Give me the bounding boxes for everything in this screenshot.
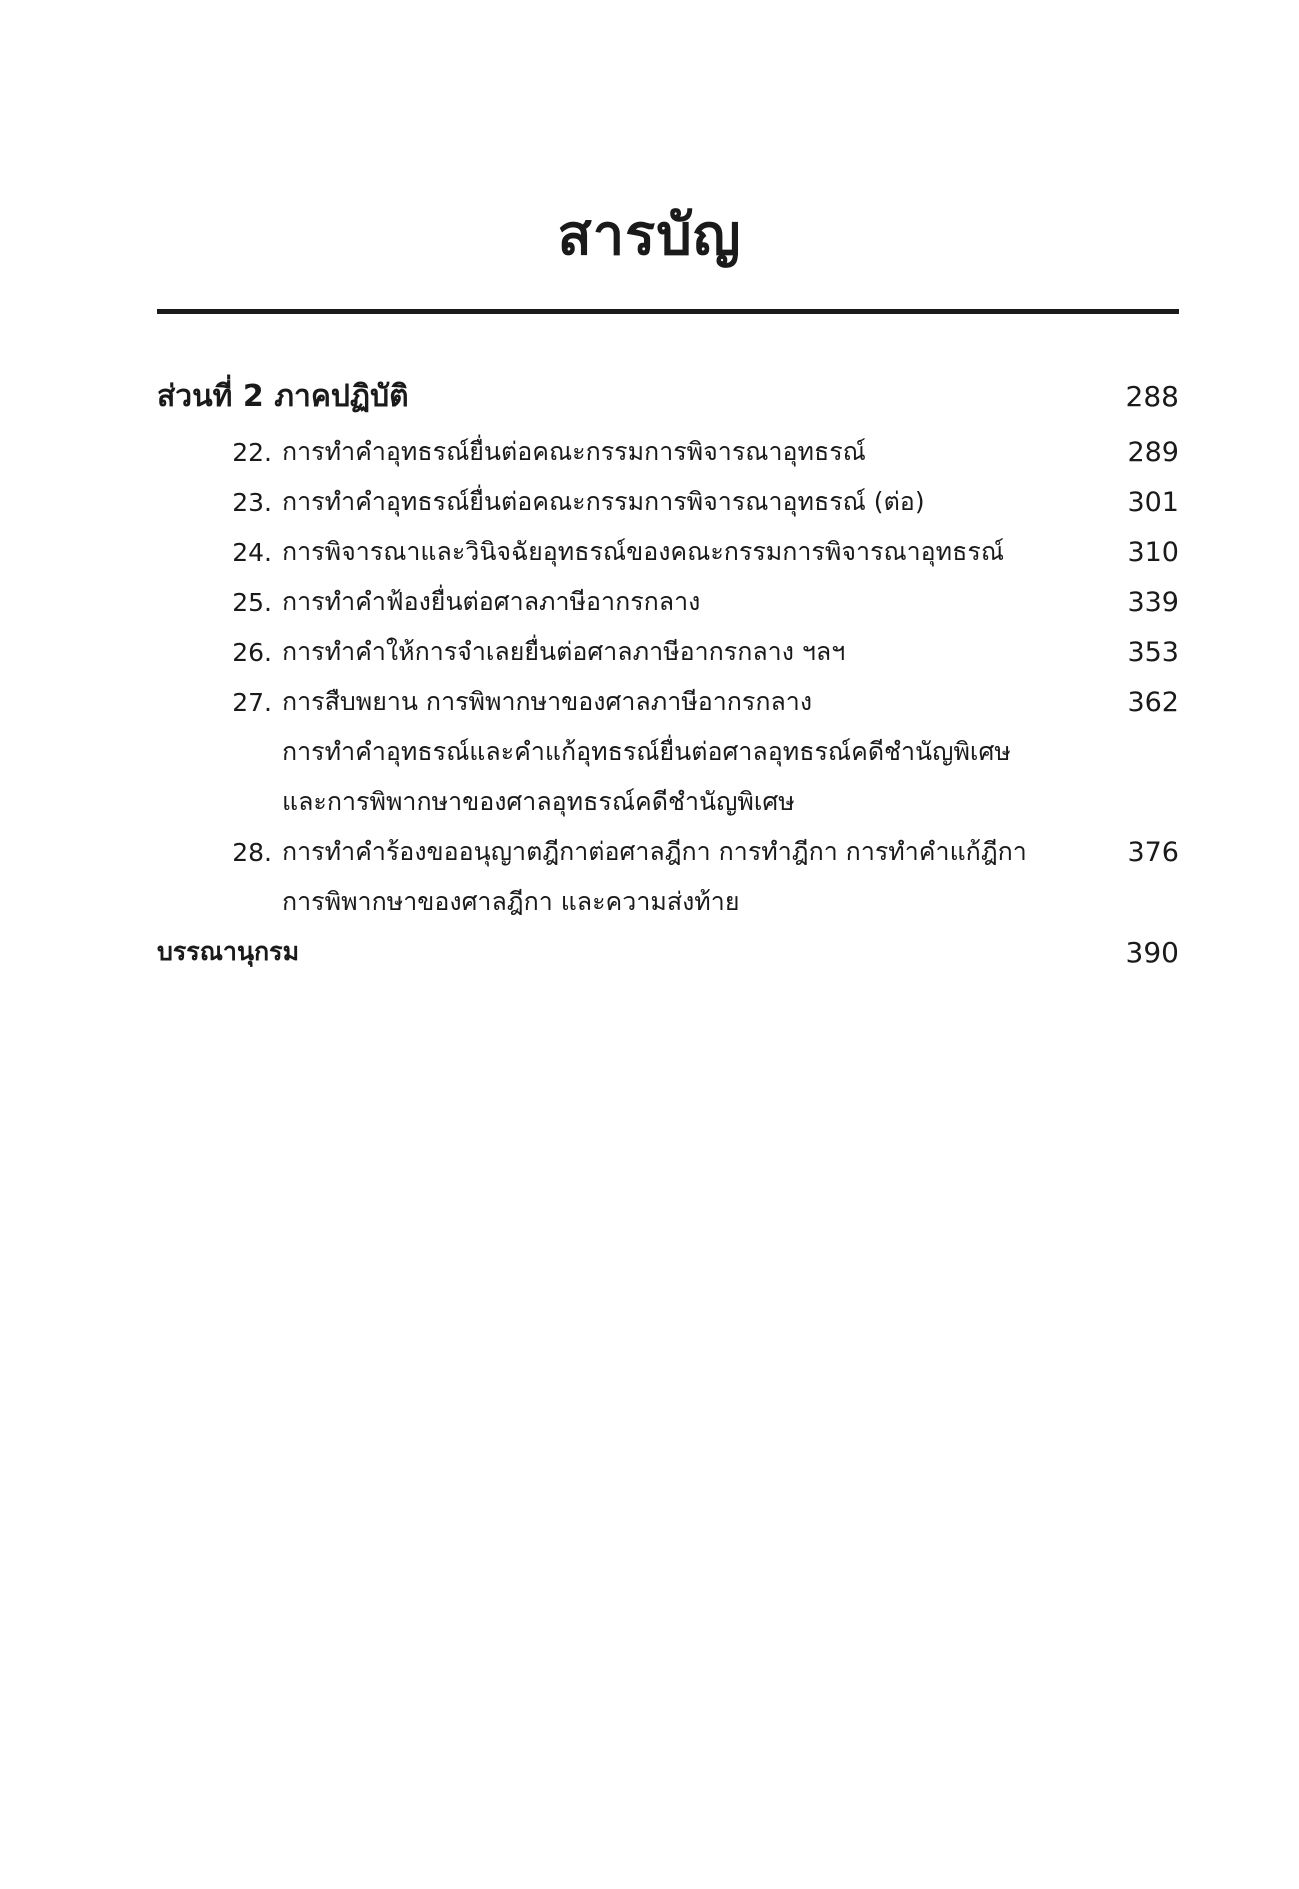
- entry-title: การทำคำอุทธรณ์ยื่นต่อคณะกรรมการพิจารณาอุทธรณ์ (ต่อ): [282, 487, 925, 516]
- page-title: สารบัญ: [557, 203, 742, 268]
- entry-page-number: 339: [1127, 586, 1179, 618]
- entry-page-number: 376: [1127, 836, 1179, 868]
- toc-entry[interactable]: [157, 627, 1179, 677]
- toc-entry[interactable]: [157, 427, 1179, 477]
- entry-page-number: 353: [1127, 636, 1179, 668]
- section-label: ส่วนที่ 2 ภาคปฏิบัติ: [157, 378, 409, 414]
- bibliography-page-number: 390: [1125, 935, 1179, 969]
- toc-entry[interactable]: [157, 677, 1179, 827]
- entry-number: 28.: [232, 837, 272, 867]
- entry-page-number: 310: [1127, 536, 1179, 568]
- title-divider: [157, 309, 1179, 314]
- entry-title: การพิจารณาและวินิจฉัยอุทธรณ์ของคณะกรรมการพิจารณาอุทธรณ์: [282, 537, 1005, 566]
- section-page-number: 288: [1125, 379, 1179, 413]
- entry-number: 25.: [232, 587, 272, 617]
- entry-page-number: 362: [1127, 686, 1179, 718]
- entry-number: 26.: [232, 637, 272, 667]
- entry-number: 24.: [232, 537, 272, 567]
- entry-title-continuation: การทำคำอุทธรณ์และคำแก้อุทธรณ์ยื่นต่อศาลอุทธรณ์คดีชำนัญพิเศษ: [282, 737, 1011, 766]
- toc-section-heading[interactable]: [157, 365, 1179, 427]
- entry-number: 27.: [232, 687, 272, 717]
- entry-number: 22.: [232, 437, 272, 467]
- toc-bibliography[interactable]: [157, 927, 1179, 977]
- entry-number: 23.: [232, 487, 272, 517]
- toc-entry[interactable]: [157, 527, 1179, 577]
- bibliography-label: บรรณานุกรม: [157, 937, 300, 966]
- toc-entry-row: [157, 577, 1179, 627]
- toc-entry-row: [157, 627, 1179, 677]
- entry-title: การทำคำอุทธรณ์ยื่นต่อคณะกรรมการพิจารณาอุทธรณ์: [282, 437, 866, 466]
- entry-page-number: 289: [1127, 436, 1179, 468]
- toc-entry[interactable]: [157, 477, 1179, 527]
- entry-title: การสืบพยาน การพิพากษาของศาลภาษีอากรกลาง: [282, 687, 813, 716]
- toc-entry[interactable]: [157, 577, 1179, 627]
- toc-entries: [157, 427, 1179, 927]
- toc-entry-row: [157, 527, 1179, 577]
- table-of-contents: [157, 365, 1179, 977]
- toc-entry-row: [157, 677, 1179, 727]
- entry-title: การทำคำให้การจำเลยยื่นต่อศาลภาษีอากรกลาง ฯลฯ: [282, 637, 846, 666]
- toc-entry-row: [157, 477, 1179, 527]
- toc-entry[interactable]: [157, 827, 1179, 927]
- toc-entry-row: [157, 427, 1179, 477]
- entry-title-continuation: และการพิพากษาของศาลอุทธรณ์คดีชำนัญพิเศษ: [282, 787, 795, 816]
- entry-page-number: 301: [1127, 486, 1179, 518]
- entry-title: การทำคำฟ้องยื่นต่อศาลภาษีอากรกลาง: [282, 587, 701, 616]
- toc-entry-row: [157, 827, 1179, 877]
- entry-title-continuation: การพิพากษาของศาลฎีกา และความส่งท้าย: [282, 887, 740, 916]
- entry-title: การทำคำร้องขออนุญาตฎีกาต่อศาลฎีกา การทำฎีกา การทำคำแก้ฎีกา: [282, 837, 1027, 866]
